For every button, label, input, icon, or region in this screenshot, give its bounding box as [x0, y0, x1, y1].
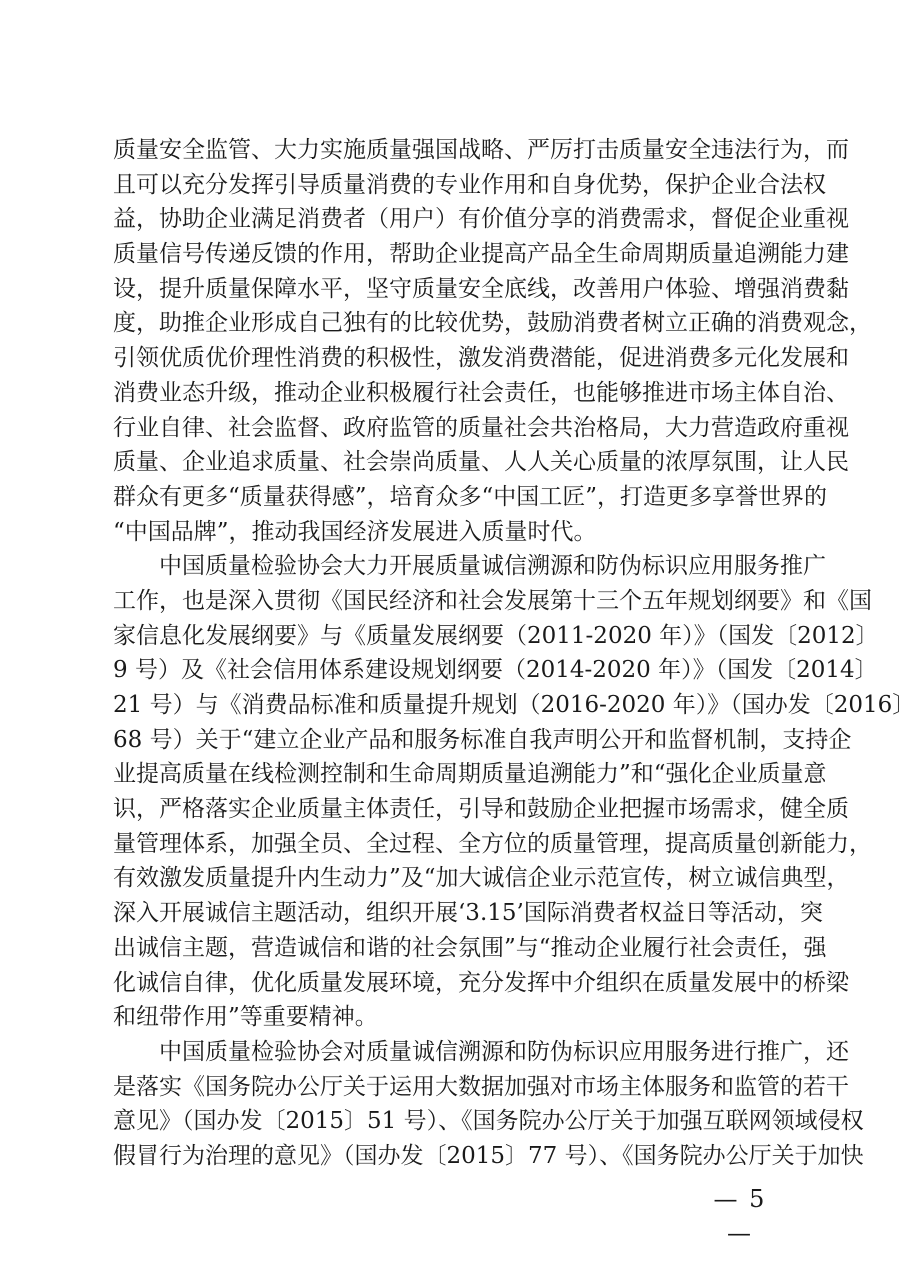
paragraph-first-line: 中国质量检验协会大力开展质量诚信溯源和防伪标识应用服务推广 [159, 553, 826, 579]
text-line: 群众有更多“质量获得感”，培育众多“中国工匠”，打造更多享誉世界的 [113, 484, 828, 510]
text-line: 化诚信自律，优化质量发展环境，充分发挥中介组织在质量发展中的桥梁 [113, 970, 849, 996]
text-line: 引领优质优价理性消费的积极性，激发消费潜能，促进消费多元化发展和 [113, 345, 849, 371]
text-line: 出诚信主题，营造诚信和谐的社会氛围”与“推动企业履行社会责任，强 [113, 935, 827, 961]
text-line: 益，协助企业满足消费者（用户）有价值分享的消费需求，督促企业重视 [113, 206, 849, 232]
text-line: 假冒行为治理的意见》（国办发〔2015〕77 号）、《国务院办公厅关于加快 [113, 1143, 864, 1169]
text-line: 和纽带作用”等重要精神。 [113, 1004, 378, 1030]
text-line: 家信息化发展纲要》与《质量发展纲要（2011-2020 年）》（国发〔2012〕 [113, 623, 879, 649]
text-line: 有效激发质量提升内生动力”及“加大诚信企业示范宣传，树立诚信典型， [113, 865, 850, 891]
text-line: 9 号）及《社会信用体系建设规划纲要（2014-2020 年）》（国发〔2014〕 [113, 657, 878, 683]
page-number: — 5 — [713, 1185, 767, 1247]
text-line: 度，助推企业形成自己独有的比较优势，鼓励消费者树立正确的消费观念， [113, 310, 872, 336]
text-line: 且可以充分发挥引导质量消费的专业作用和自身优势，保护企业合法权 [113, 172, 826, 198]
text-line: 质量信号传递反馈的作用，帮助企业提高产品全生命周期质量追溯能力建 [113, 241, 849, 267]
text-line: “中国品牌”，推动我国经济发展进入质量时代。 [113, 519, 597, 545]
text-line: 量管理体系，加强全员、全过程、全方位的质量管理，提高质量创新能力， [113, 831, 872, 857]
text-line: 意见》（国办发〔2015〕51 号）、《国务院办公厅关于加强互联网领域侵权 [113, 1108, 864, 1134]
text-line: 68 号）关于“建立企业产品和服务标准自我声明公开和监督机制，支持企 [113, 727, 852, 753]
text-line: 深入开展诚信主题活动，组织开展‘3.15’国际消费者权益日等活动，突 [113, 900, 823, 926]
paragraph-first-line: 中国质量检验协会对质量诚信溯源和防伪标识应用服务进行推广，还 [159, 1039, 849, 1065]
text-line: 消费业态升级，推动企业积极履行社会责任，也能够推进市场主体自治、 [113, 380, 849, 406]
text-line: 工作，也是深入贯彻《国民经济和社会发展第十三个五年规划纲要》和《国 [113, 588, 872, 614]
text-line: 质量、企业追求质量、社会崇尚质量、人人关心质量的浓厚氛围，让人民 [113, 449, 849, 475]
text-line: 业提高质量在线检测控制和生命周期质量追溯能力”和“强化企业质量意 [113, 761, 827, 787]
text-line: 识，严格落实企业质量主体责任，引导和鼓励企业把握市场需求，健全质 [113, 796, 849, 822]
text-line: 21 号）与《消费品标准和质量提升规划（2016-2020 年）》（国办发〔2016〕 [113, 692, 915, 718]
text-line: 是落实《国务院办公厅关于运用大数据加强对市场主体服务和监管的若干 [113, 1074, 849, 1100]
text-line: 设，提升质量保障水平，坚守质量安全底线，改善用户体验、增强消费黏 [113, 276, 849, 302]
text-line: 质量安全监管、大力实施质量强国战略、严厉打击质量安全违法行为，而 [113, 137, 849, 163]
text-line: 行业自律、社会监督、政府监管的质量社会共治格局，大力营造政府重视 [113, 415, 849, 441]
